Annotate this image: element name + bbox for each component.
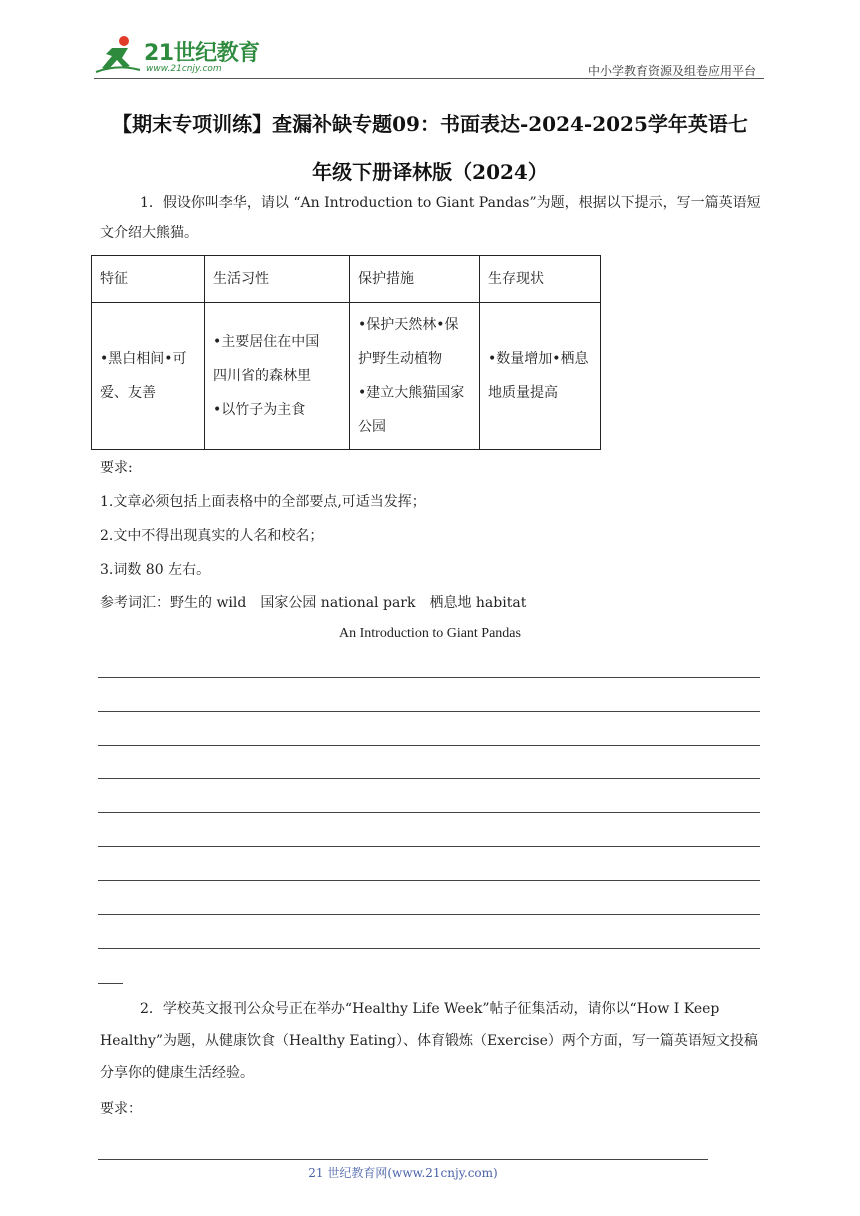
footer-link[interactable]: 21 世纪教育网(www.21cnjy.com): [308, 1166, 498, 1180]
table-header-cell: 特征: [92, 256, 205, 303]
writing-line[interactable]: [98, 677, 760, 678]
requirement-item: 1.文章必须包括上面表格中的全部要点,可适当发挥；: [100, 494, 426, 510]
cell-line: 公园: [358, 419, 386, 435]
logo-url: www.21cnjy.com: [146, 64, 222, 74]
writing-line[interactable]: [98, 948, 760, 949]
site-logo[interactable]: [94, 34, 264, 76]
cell-line: 护野生动植物: [358, 351, 442, 367]
table-cell-habits: [205, 303, 350, 450]
cell-line: •保护天然林•保: [358, 317, 459, 333]
cell-line: 四川省的森林里: [213, 368, 311, 384]
writing-line[interactable]: [98, 846, 760, 847]
writing-line[interactable]: [98, 711, 760, 712]
vocabulary-hint: 参考词汇：野生的 wild 国家公园 national park 栖息地 habitat: [100, 595, 527, 611]
writing-line[interactable]: [98, 745, 760, 746]
table-header-cell: 生存现状: [480, 256, 601, 303]
cell-line: •建立大熊猫国家: [358, 385, 465, 401]
runner-logo-icon: [94, 34, 142, 76]
writing-line[interactable]: [98, 778, 760, 779]
document-title: [96, 100, 764, 196]
writing-line-end[interactable]: [98, 983, 123, 984]
requirement-item: 3.词数 80 左右。: [100, 562, 211, 578]
panda-info-table: [91, 255, 601, 450]
cell-line: •数量增加•栖息: [488, 351, 589, 367]
requirement-item: 2.文中不得出现真实的人名和校名；: [100, 528, 324, 544]
writing-line[interactable]: [98, 812, 760, 813]
title-line-2: 年级下册译林版（2024）: [312, 160, 548, 184]
title-line-1: 【期末专项训练】查漏补缺专题09：书面表达-2024-2025学年英语七: [112, 112, 748, 136]
question-1-text: 1．假设你叫李华，请以 “An Introduction to Giant Pandas”为题，根据以下提示，写一篇英语短文介绍大熊猫。: [100, 195, 761, 241]
table-cell-features: [92, 303, 205, 450]
table-cell-status: [480, 303, 601, 450]
writing-line[interactable]: [98, 914, 760, 915]
table-row: [92, 303, 601, 450]
requirements-label: 要求:: [100, 460, 133, 476]
essay-title: An Introduction to Giant Pandas: [339, 626, 521, 641]
cell-line: •以竹子为主食: [213, 402, 306, 418]
table-header-row: [92, 256, 601, 303]
requirements-label-2: 要求：: [100, 1101, 142, 1117]
cell-line: •黑白相间•可: [100, 351, 187, 367]
footer-divider: [98, 1159, 708, 1160]
page-header: [94, 30, 764, 80]
logo-text: 21世纪教育: [144, 41, 260, 66]
writing-line[interactable]: [98, 880, 760, 881]
header-divider: [94, 78, 764, 79]
table-header-cell: 保护措施: [350, 256, 480, 303]
table-cell-protection: [350, 303, 480, 450]
cell-line: 爱、友善: [100, 385, 156, 401]
cell-line: 地质量提高: [488, 385, 558, 401]
table-header-cell: 生活习性: [205, 256, 350, 303]
cell-line: •主要居住在中国: [213, 334, 320, 350]
platform-label: 中小学教育资源及组卷应用平台: [587, 64, 756, 78]
question-2-text: 2．学校英文报刊公众号正在举办“Healthy Life Week”帖子征集活动，请你以“How I Keep Healthy”为题，从健康饮食（Healthy Eating）、体育锻炼（Exercise）两个方面，写一篇英语短文投稿分享你的健康生活经验。: [100, 1001, 758, 1081]
